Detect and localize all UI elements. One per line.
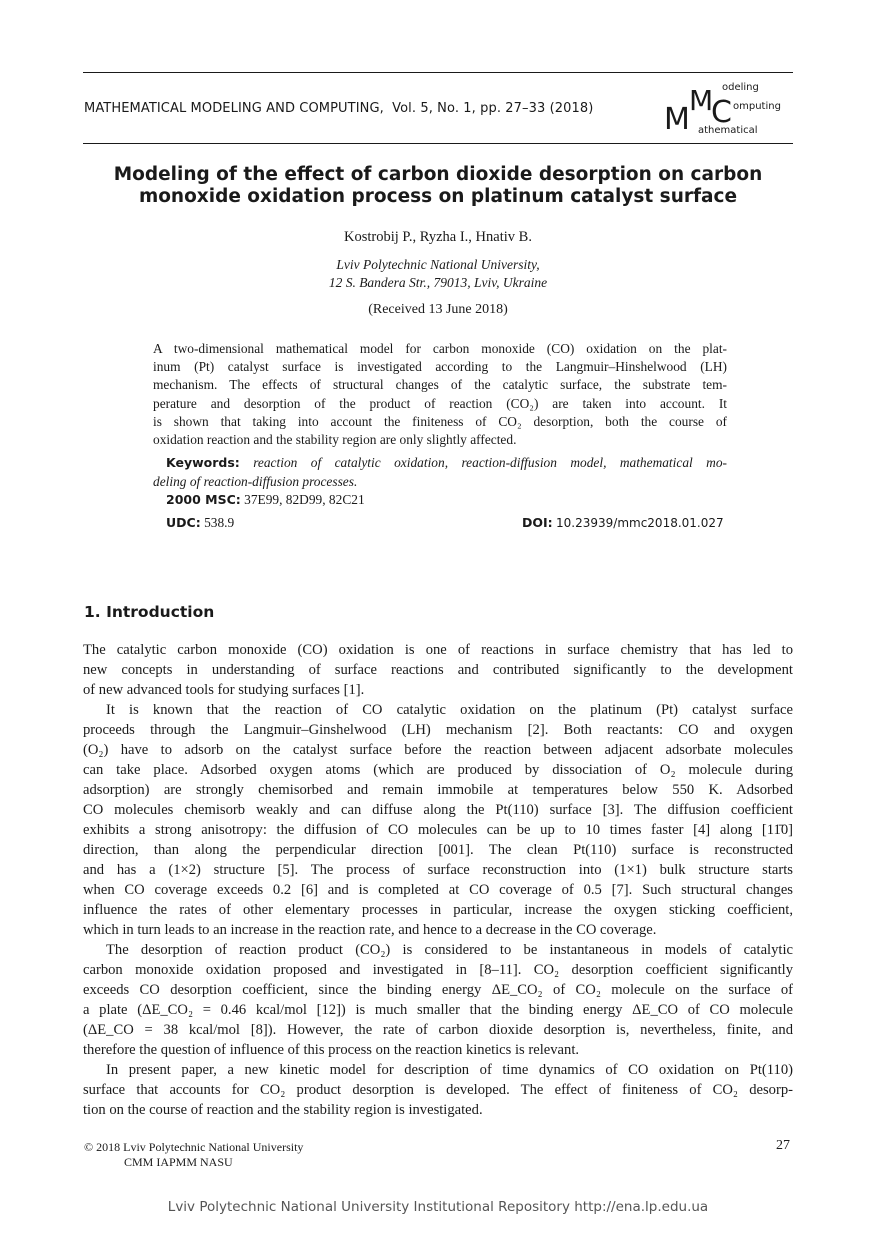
logo-letter-c: C: [711, 95, 732, 130]
article-title: [83, 164, 793, 208]
journal-logo: [664, 80, 794, 140]
udc-label: UDC:: [166, 515, 201, 530]
section-body: [83, 640, 793, 1120]
body-line: carbon monoxide oxidation proposed and investigated in [8–11]. CO₂ desorption coefficient significantly: [83, 962, 793, 978]
body-line: CO molecules chemisorb weakly and can diffuse along the Pt(110) surface [3]. The diffusion coefficient: [83, 802, 793, 818]
abstract-line: inum (Pt) catalyst surface is investigated according to the Langmuir–Hinshelwood (LH): [153, 359, 727, 375]
title-line: monoxide oxidation process on platinum catalyst surface: [138, 186, 738, 207]
abstract-line: perature and desorption of the product of reaction (CO₂) are taken into account. It: [153, 395, 727, 411]
abstract-line: mechanism. The effects of structural changes of the catalytic surface, the substrate tem-: [153, 377, 727, 393]
body-line: and has a (1×2) structure [5]. The process of surface reconstruction into (1×1) bulk structure starts: [83, 862, 793, 878]
body-line: adsorption) are strongly chemisorbed and remain immobile at temperatures below 550 K. Adsorbed: [83, 782, 793, 798]
body-line: In present paper, a new kinetic model for description of time dynamics of CO oxidation on Pt(110): [106, 1062, 793, 1078]
logo-letter-m-large: M: [664, 102, 690, 137]
affiliation-line: 12 S. Bandera Str., 79013, Lviv, Ukraine: [328, 275, 548, 290]
abstract-line: A two-dimensional mathematical model for carbon monoxide (CO) oxidation on the plat-: [153, 341, 727, 356]
keywords-text: deling of reaction-diffusion processes.: [153, 473, 358, 489]
logo-modeling-text: odeling: [722, 82, 759, 93]
header-top-rule: [83, 72, 793, 73]
copyright-notice: [84, 1140, 303, 1170]
body-line: surface that accounts for CO₂ product desorption is developed. The effect of finiteness of CO₂ desorp-: [83, 1082, 793, 1098]
msc-label: 2000 MSC:: [166, 492, 241, 507]
received-date: (Received 13 June 2018): [368, 302, 508, 317]
logo-letter-m-upper: M: [689, 84, 714, 117]
body-line: new concepts in understanding of surface reactions and contributed significantly to the development: [83, 662, 793, 678]
authors: Kostrobij P., Ryzha I., Hnativ B.: [344, 229, 532, 245]
abstract-line: is shown that taking into account the finiteness of CO₂ desorption, both the course of: [153, 413, 727, 429]
body-line: (ΔE_CO = 38 kcal/mol [8]). However, the rate of carbon dioxide desorption is, nevertheless, finite, and: [83, 1022, 793, 1038]
copyright-line: © 2018 Lviv Polytechnic National University: [84, 1140, 304, 1154]
udc-value: 538.9: [204, 515, 235, 530]
logo-mathematical-text: athematical: [698, 125, 758, 136]
journal-volume: Vol. 5, No. 1, pp. 27–33 (2018): [392, 101, 594, 116]
page-number: 27: [776, 1138, 790, 1153]
body-line: (O₂) have to adsorb on the catalyst surface before the reaction between adjacent adsorbate molecules: [83, 742, 793, 758]
title-line: Modeling of the effect of carbon dioxide desorption on carbon: [113, 164, 763, 185]
header-bottom-rule: [83, 143, 793, 144]
body-line: exhibits a strong anisotropy: the diffusion of CO molecules can be up to 10 times faster [4] along [11̄0]: [83, 822, 793, 838]
body-line: of new advanced tools for studying surfaces [1].: [83, 682, 365, 698]
abstract-line: oxidation reaction and the stability region are only slightly affected.: [153, 431, 517, 447]
body-line: tion on the course of reaction and the stability region is investigated.: [83, 1102, 483, 1118]
keywords-text: reaction of catalytic oxidation, reaction-diffusion model, mathematical mo-: [253, 455, 727, 470]
abstract: [153, 340, 727, 449]
body-line: exceeds CO desorption coefficient, since the binding energy ΔE_CO₂ of CO₂ molecule on the surface of: [83, 982, 793, 998]
doi-label: DOI:: [522, 515, 553, 530]
udc-classification: [166, 515, 234, 531]
repository-footer: Lviv Polytechnic National University Institutional Repository http://ena.lp.edu.ua: [167, 1199, 709, 1215]
doi-value[interactable]: 10.23939/mmc2018.01.027: [556, 516, 724, 530]
doi: [522, 515, 724, 531]
body-line: therefore the question of influence of this process on the reaction kinetics is relevant.: [83, 1042, 580, 1058]
logo-computing-text: omputing: [733, 101, 781, 112]
journal-name: MATHEMATICAL MODELING AND COMPUTING,: [84, 101, 384, 116]
keywords: [153, 454, 727, 491]
msc-classification: [166, 492, 365, 508]
body-line: can take place. Adsorbed oxygen atoms (which are produced by dissociation of O₂ molecule during: [83, 762, 793, 778]
keywords-label: Keywords:: [166, 455, 240, 470]
body-line: influence the rates of other elementary processes in particular, increase the oxygen sticking coefficient,: [83, 902, 793, 918]
body-line: when CO coverage exceeds 0.2 [6] and is completed at CO coverage of 0.5 [7]. Such structural changes: [83, 882, 793, 898]
body-line: proceeds through the Langmuir–Ginshelwood (LH) mechanism [2]. Both reactants: CO and oxygen: [83, 722, 793, 738]
body-line: a plate (ΔE_CO₂ = 0.46 kcal/mol [12]) is much smaller that the binding energy ΔE_CO of CO molecule: [83, 1002, 793, 1018]
journal-header: [84, 101, 593, 116]
body-line: The catalytic carbon monoxide (CO) oxidation is one of reactions in surface chemistry that has led to: [83, 642, 793, 658]
copyright-line: CMM IAPMM NASU: [124, 1155, 233, 1169]
body-line: The desorption of reaction product (CO₂) is considered to be instantaneous in models of catalytic: [106, 942, 793, 958]
body-line: direction, than along the perpendicular direction [001]. The clean Pt(110) surface is reconstructed: [83, 842, 793, 858]
body-line: It is known that the reaction of CO catalytic oxidation on the platinum (Pt) catalyst surface: [106, 702, 793, 718]
section-heading: 1. Introduction: [84, 603, 215, 621]
msc-value: 37E99, 82D99, 82C21: [244, 492, 365, 507]
body-line: which in turn leads to an increase in the reaction rate, and hence to a decrease in the CO coverage.: [83, 922, 657, 938]
affiliation-line: Lviv Polytechnic National University,: [336, 257, 540, 272]
